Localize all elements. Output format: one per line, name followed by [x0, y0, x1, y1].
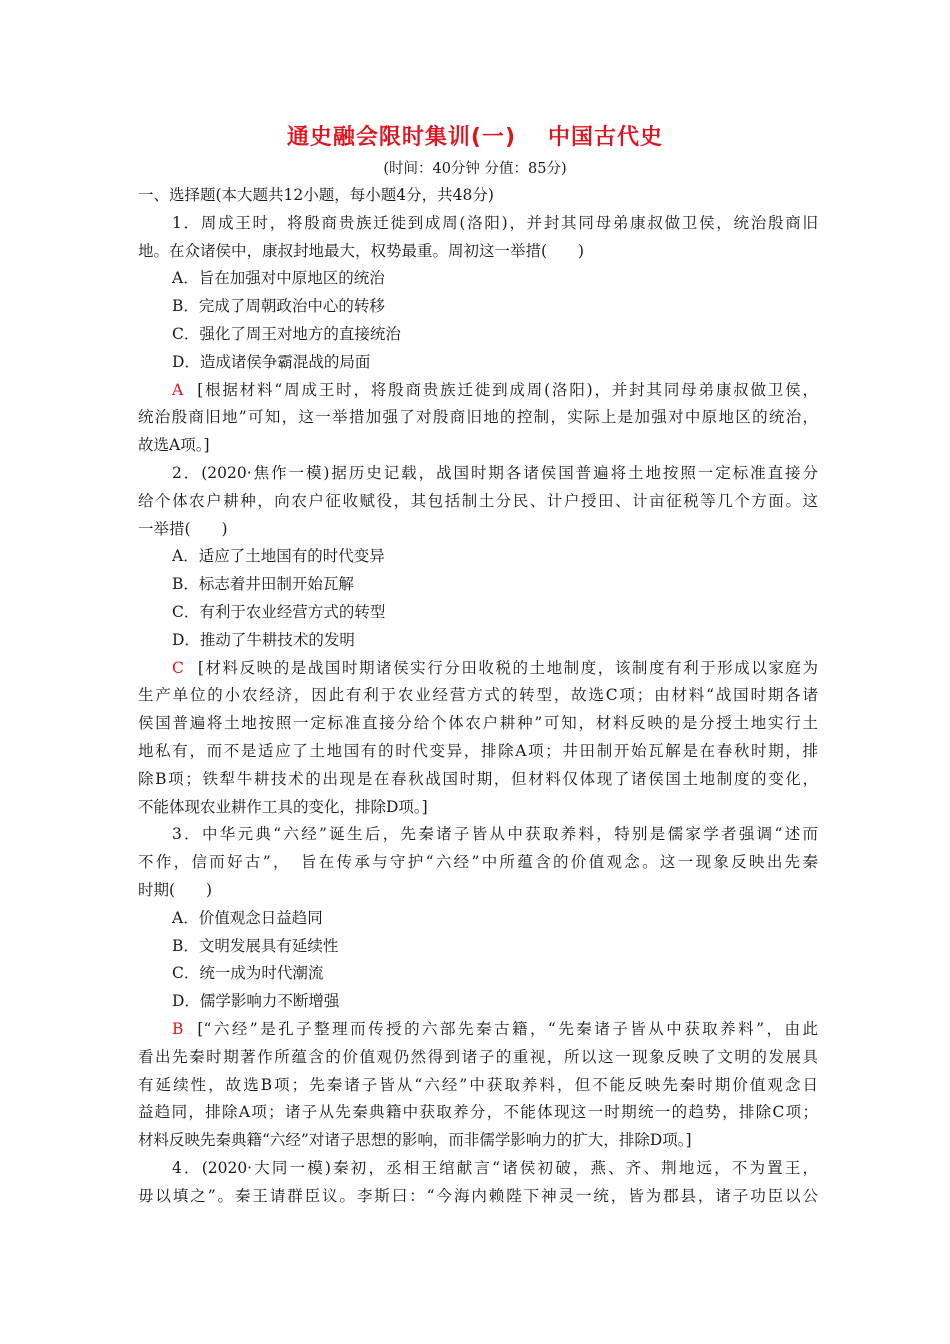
question-stem-line: 给个体农户耕种，向农户征收赋役，其包括制土分民、计户授田、计亩征税等几个方面。这 — [138, 491, 818, 510]
analysis-line: 除B项；铁犁牛耕技术的出现是在春秋战国时期，但材料仅体现了诸侯国土地制度的变化， — [138, 769, 818, 788]
option-c: C．有利于农业经营方式的转型 — [172, 602, 386, 621]
question-stem-line: 1．周成王时，将殷商贵族迁徙到成周(洛阳)，并封其同母弟康叔做卫侯，统治殷商旧 — [172, 213, 818, 232]
analysis-line: 生产单位的小农经济，因此有利于农业经营方式的转型，故选C项；由材料“战国时期各诸 — [138, 686, 818, 705]
option-d: D．儒学影响力不断增强 — [172, 992, 340, 1011]
option-b: B．标志着井田制开始瓦解 — [172, 575, 354, 594]
answer-letter: C — [172, 658, 184, 677]
option-c: C．统一成为时代潮流 — [172, 964, 324, 983]
question-stem-line: 不作，信而好古”， 旨在传承与守护“六经”中所蕴含的价值观念。这一现象反映出先秦 — [138, 853, 818, 872]
option-b: B．完成了周朝政治中心的转移 — [172, 297, 385, 316]
analysis-line: 益趋同，排除A项；诸子从先秦典籍中获取养分，不能体现这一时期统一的趋势，排除C项； — [138, 1103, 818, 1122]
analysis-line — [138, 1016, 818, 1044]
question-1 — [138, 210, 818, 460]
question-3 — [138, 821, 818, 1155]
option-a: A．适应了土地国有的时代变异 — [172, 547, 385, 566]
analysis-line: 地私有，而不是适应了土地国有的时代变异，排除A项；井田制开始瓦解是在春秋时期，排 — [138, 741, 818, 760]
analysis-line: 看出先秦时期著作所蕴含的价值观仍然得到诸子的重视，所以这一现象反映了文明的发展具 — [138, 1047, 818, 1066]
title-topic: 中国古代史 — [548, 125, 664, 150]
analysis-line: 侯国普遍将土地按照一定标准直接分给个体农户耕种”可知，材料反映的是分授土地实行土 — [138, 714, 818, 733]
question-stem-line: 时期( ) — [138, 880, 213, 899]
question-stem-line: 地。在众诸侯中，康叔封地最大，权势最重。周初这一举措( ) — [138, 241, 585, 260]
question-stem-line: 3．中华元典“六经”诞生后，先秦诸子皆从中获取养料，特别是儒家学者强调“述而 — [172, 825, 818, 844]
question-stem-line: 4．(2020·大同一模)秦初，丞相王绾献言“诸侯初破，燕、齐、荆地远，不为置王， — [172, 1158, 818, 1177]
page-subtitle: (时间：40分钟 分值：85分) — [383, 161, 567, 177]
option-a: A．旨在加强对中原地区的统治 — [172, 269, 385, 288]
analysis-line — [138, 655, 818, 683]
analysis-line — [138, 377, 818, 405]
analysis-line: 统治殷商旧地”可知，这一举措加强了对殷商旧地的控制，实际上是加强对中原地区的统治， — [138, 408, 818, 427]
question-stem-line: 毋以填之”。秦王请群臣议。李斯曰：“今海内赖陛下神灵一统，皆为郡县，诸子功臣以公 — [138, 1186, 818, 1205]
option-d: D．推动了牛耕技术的发明 — [172, 630, 355, 649]
answer-letter: B — [172, 1019, 184, 1038]
page-title — [0, 120, 950, 151]
document-body — [138, 182, 818, 1210]
section-heading: 一、选择题(本大题共12小题，每小题4分，共48分) — [138, 186, 494, 204]
option-a: A．价值观念日益趋同 — [172, 908, 323, 927]
analysis-line: 材料反映先秦典籍“六经”对诸子思想的影响，而非儒学影响力的扩大，排除D项。] — [138, 1131, 692, 1150]
title-series: 通史融会限时集训(一) — [286, 125, 517, 150]
option-c: C．强化了周王对地方的直接统治 — [172, 324, 401, 343]
question-4 — [138, 1155, 818, 1211]
analysis-line: 有延续性，故选B项；先秦诸子皆从“六经”中获取养料，但不能反映先秦时期价值观念日 — [138, 1075, 818, 1094]
question-2 — [138, 460, 818, 821]
answer-letter: A — [172, 380, 184, 399]
analysis-text: [“六经”是孔子整理而传授的六部先秦古籍，“先秦诸子皆从中获取养料”，由此 — [197, 1019, 818, 1038]
analysis-line: 故选A项。] — [138, 436, 210, 455]
analysis-text: [材料反映的是战国时期诸侯实行分田收税的土地制度，该制度有利于形成以家庭为 — [197, 658, 818, 677]
analysis-line: 不能体现农业耕作工具的变化，排除D项。] — [138, 797, 428, 816]
option-b: B．文明发展具有延续性 — [172, 936, 339, 955]
analysis-text: [根据材料“周成王时，将殷商贵族迁徙到成周(洛阳)，并封其同母弟康叔做卫侯， — [197, 380, 818, 399]
option-d: D．造成诸侯争霸混战的局面 — [172, 352, 371, 371]
question-stem-line: 2．(2020·焦作一模)据历史记载，战国时期各诸侯国普遍将土地按照一定标准直接分 — [172, 463, 818, 482]
question-stem-line: 一举措( ) — [138, 519, 228, 538]
